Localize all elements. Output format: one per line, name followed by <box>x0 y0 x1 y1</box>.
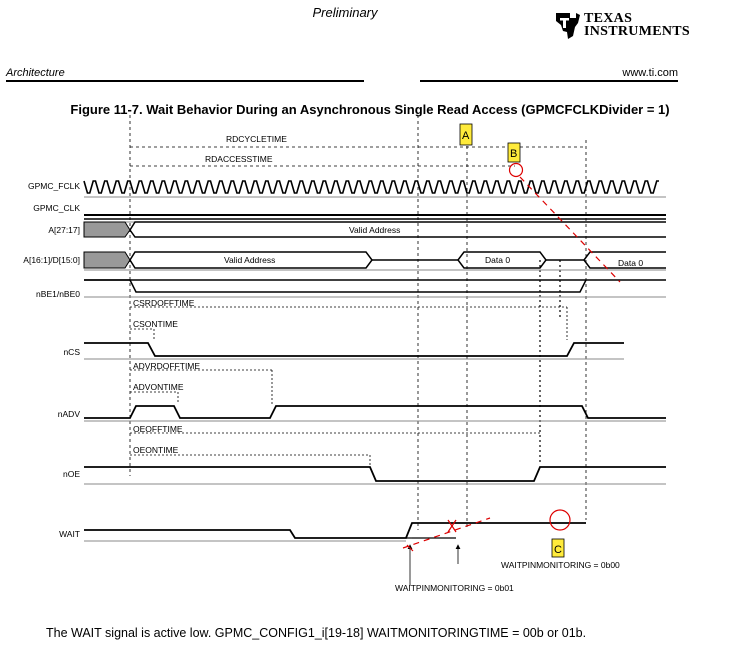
noe-label: nOE <box>62 469 80 479</box>
oeontime-label: OEONTIME <box>133 445 179 455</box>
data-0-label: Data 0 <box>485 255 511 265</box>
gpmc-fclk-label: GPMC_FCLK <box>28 181 80 191</box>
nadv-wave <box>84 406 666 418</box>
rdaccesstime-label: RDACCESSTIME <box>205 154 273 164</box>
advrdofftime-label: ADVRDOFFTIME <box>133 361 201 371</box>
logo-line-1: TEXAS <box>584 11 633 26</box>
figure-title: Figure 11-7. Wait Behavior During an Asynchronous Single Read Access (GPMCFCLKDivider = 1) <box>70 102 670 117</box>
ncs-wave <box>84 343 624 356</box>
nbe-wave <box>84 280 586 292</box>
preliminary-label: Preliminary <box>312 5 378 20</box>
ncs-label: nCS <box>63 347 80 357</box>
valid-address-mux: Valid Address <box>224 255 276 265</box>
logo-line-2: INSTRUMENTS <box>584 24 690 39</box>
oeofftime-label: OEOFFTIME <box>133 424 183 434</box>
advontime-label: ADVONTIME <box>133 382 184 392</box>
footnote: The WAIT signal is active low. GPMC_CONFIG1_i[19-18] WAITMONITORINGTIME = 00b or 01b. <box>46 626 587 640</box>
red-circle-c <box>550 510 570 530</box>
valid-address-hi: Valid Address <box>349 225 401 235</box>
marker-b-label: B <box>510 148 518 160</box>
nadv-label: nADV <box>57 409 80 419</box>
gpmc-clk-label: GPMC_CLK <box>33 203 80 213</box>
noe-wave <box>84 467 666 481</box>
marker-a-label: A <box>462 130 470 142</box>
wait-label: WAIT <box>59 529 80 539</box>
gpmc-fclk-wave <box>84 181 659 193</box>
waitpinmonitoring-00: WAITPINMONITORING = 0b00 <box>501 560 620 570</box>
addr-data-label: A[16:1]/D[15:0] <box>23 255 80 265</box>
csrdofftime-label: CSRDOFFTIME <box>133 298 195 308</box>
section-label: Architecture <box>6 67 65 79</box>
data-0-late-label: Data 0 <box>618 258 644 268</box>
csontime-label: CSONTIME <box>133 319 178 329</box>
rdcycletime-label: RDCYCLETIME <box>226 134 287 144</box>
marker-c-label: C <box>554 544 562 556</box>
red-circle-b <box>510 164 523 177</box>
nbe-label: nBE1/nBE0 <box>36 289 80 299</box>
url-label: www.ti.com <box>622 67 678 79</box>
wait-wave <box>84 523 586 538</box>
waitpinmonitoring-01: WAITPINMONITORING = 0b01 <box>395 583 514 593</box>
addr-hi-label: A[27:17] <box>48 225 80 235</box>
